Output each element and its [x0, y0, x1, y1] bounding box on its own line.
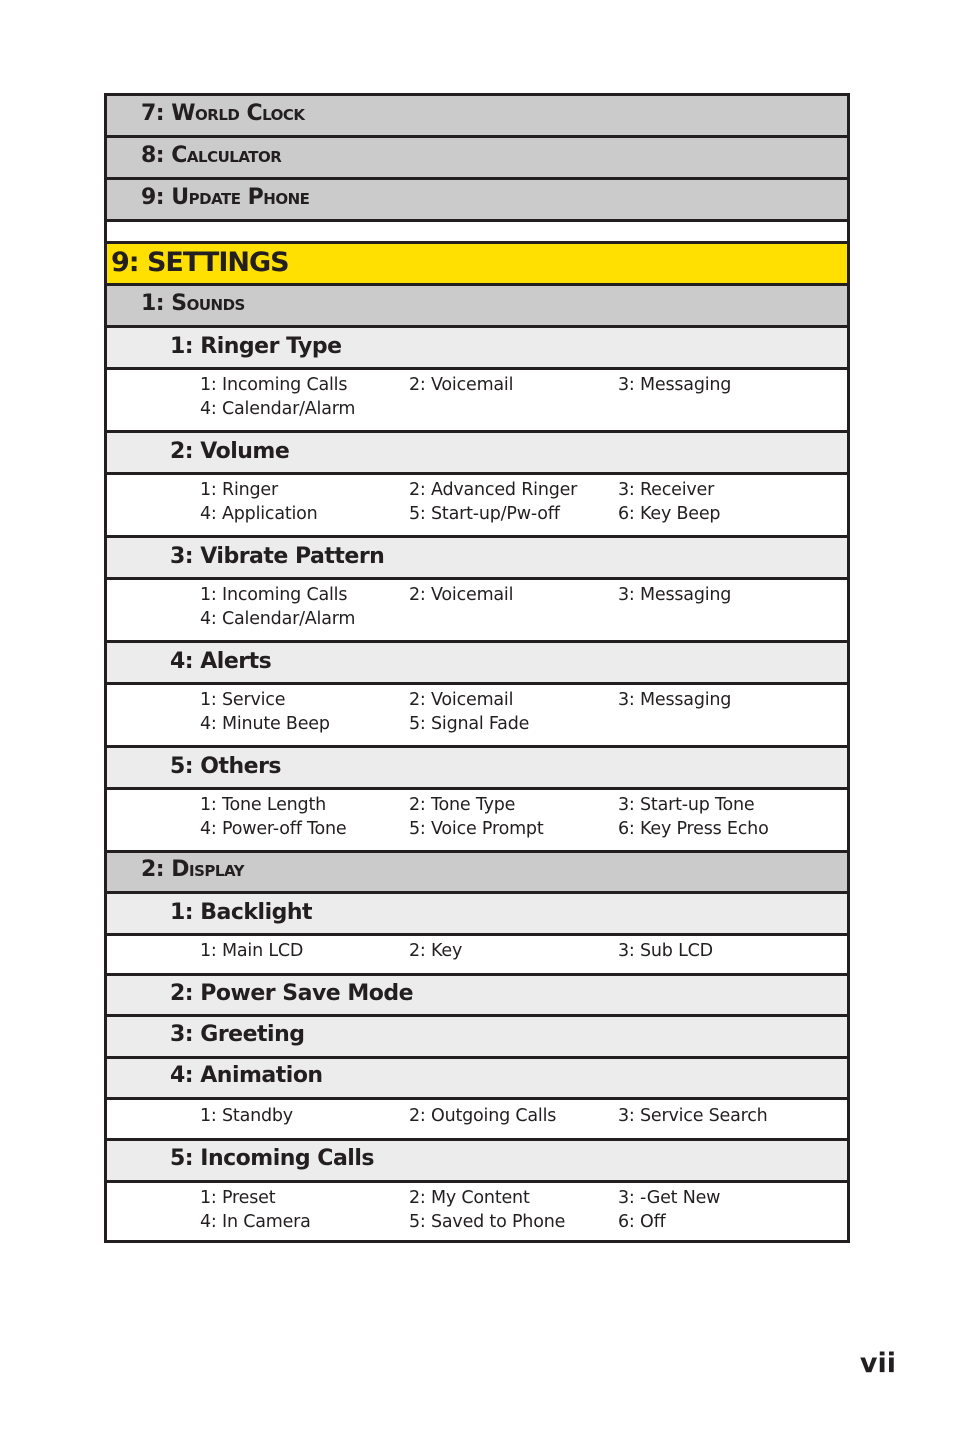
menu-label-alerts: 4: Alerts [170, 649, 272, 674]
menu-label-display: 2: Display [141, 857, 244, 882]
option-sub-lcd: 3: Sub LCD [618, 941, 713, 961]
option-tone-type: 2: Tone Type [409, 795, 516, 815]
option-service: 1: Service [200, 690, 286, 710]
menu-options-volume [107, 475, 847, 538]
page-number: vii [859, 1348, 896, 1379]
menu-row-volume [107, 433, 847, 475]
option-preset: 1: Preset [200, 1188, 276, 1208]
menu-label-others: 5: Others [170, 754, 282, 779]
option-calendar-alarm: 4: Calendar/Alarm [200, 609, 356, 629]
option-messaging: 3: Messaging [618, 585, 732, 605]
menu-label-greeting: 3: Greeting [170, 1022, 305, 1047]
menu-label-sounds: 1: Sounds [141, 291, 245, 316]
option-start-up-pw-off: 5: Start-up/Pw-off [409, 504, 560, 524]
menu-row-sounds [107, 286, 847, 328]
option-voicemail: 2: Voicemail [409, 375, 514, 395]
menu-row-calculator [107, 138, 847, 180]
option-off: 6: Off [618, 1212, 666, 1232]
option-my-content: 2: My Content [409, 1188, 530, 1208]
menu-row-vibrate-pattern [107, 538, 847, 580]
option-key-beep: 6: Key Beep [618, 504, 721, 524]
menu-label-vibrate-pattern: 3: Vibrate Pattern [170, 544, 385, 569]
option-in-camera: 4: In Camera [200, 1212, 311, 1232]
menu-row-others [107, 748, 847, 790]
menu-table [104, 93, 850, 1243]
menu-label-volume: 2: Volume [170, 439, 290, 464]
menu-row-display [107, 853, 847, 894]
menu-row-power-save-mode [107, 976, 847, 1017]
menu-options-incoming-calls [107, 1183, 847, 1240]
option-service-search: 3: Service Search [618, 1106, 768, 1126]
option-signal-fade: 5: Signal Fade [409, 714, 530, 734]
menu-options-ringer-type [107, 370, 847, 433]
menu-options-vibrate-pattern [107, 580, 847, 643]
option-outgoing-calls: 2: Outgoing Calls [409, 1106, 557, 1126]
option-voicemail: 2: Voicemail [409, 690, 514, 710]
menu-label-power-save-mode: 2: Power Save Mode [170, 981, 414, 1006]
option-key-press-echo: 6: Key Press Echo [618, 819, 769, 839]
menu-label-update-phone: 9: Update Phone [141, 185, 310, 210]
menu-row-alerts [107, 643, 847, 685]
menu-row-world-clock [107, 96, 847, 138]
menu-options-others [107, 790, 847, 853]
menu-label-backlight: 1: Backlight [170, 900, 313, 925]
option-get-new: 3: -Get New [618, 1188, 721, 1208]
menu-row-incoming-calls [107, 1141, 847, 1183]
menu-spacer [107, 222, 847, 244]
option-advanced-ringer: 2: Advanced Ringer [409, 480, 578, 500]
option-voicemail: 2: Voicemail [409, 585, 514, 605]
option-ringer: 1: Ringer [200, 480, 278, 500]
menu-options-backlight [107, 936, 847, 976]
menu-row-settings [107, 244, 847, 286]
option-key: 2: Key [409, 941, 463, 961]
option-incoming-calls: 1: Incoming Calls [200, 585, 348, 605]
menu-row-backlight [107, 894, 847, 936]
option-messaging: 3: Messaging [618, 690, 732, 710]
option-voice-prompt: 5: Voice Prompt [409, 819, 544, 839]
option-start-up-tone: 3: Start-up Tone [618, 795, 755, 815]
option-application: 4: Application [200, 504, 318, 524]
option-standby: 1: Standby [200, 1106, 293, 1126]
option-main-lcd: 1: Main LCD [200, 941, 304, 961]
option-tone-length: 1: Tone Length [200, 795, 326, 815]
option-receiver: 3: Receiver [618, 480, 715, 500]
menu-label-animation: 4: Animation [170, 1063, 323, 1088]
option-saved-to-phone: 5: Saved to Phone [409, 1212, 566, 1232]
menu-row-ringer-type [107, 328, 847, 370]
option-power-off-tone: 4: Power-off Tone [200, 819, 347, 839]
menu-label-settings: 9: SETTINGS [111, 247, 289, 278]
menu-row-animation [107, 1059, 847, 1100]
option-messaging: 3: Messaging [618, 375, 732, 395]
menu-options-alerts [107, 685, 847, 748]
menu-label-world-clock: 7: World Clock [141, 101, 305, 126]
option-minute-beep: 4: Minute Beep [200, 714, 330, 734]
menu-label-ringer-type: 1: Ringer Type [170, 334, 342, 359]
menu-options-animation [107, 1100, 847, 1141]
menu-label-incoming-calls: 5: Incoming Calls [170, 1146, 374, 1171]
menu-row-update-phone [107, 180, 847, 222]
menu-row-greeting [107, 1017, 847, 1059]
option-incoming-calls: 1: Incoming Calls [200, 375, 348, 395]
menu-label-calculator: 8: Calculator [141, 143, 282, 168]
option-calendar-alarm: 4: Calendar/Alarm [200, 399, 356, 419]
